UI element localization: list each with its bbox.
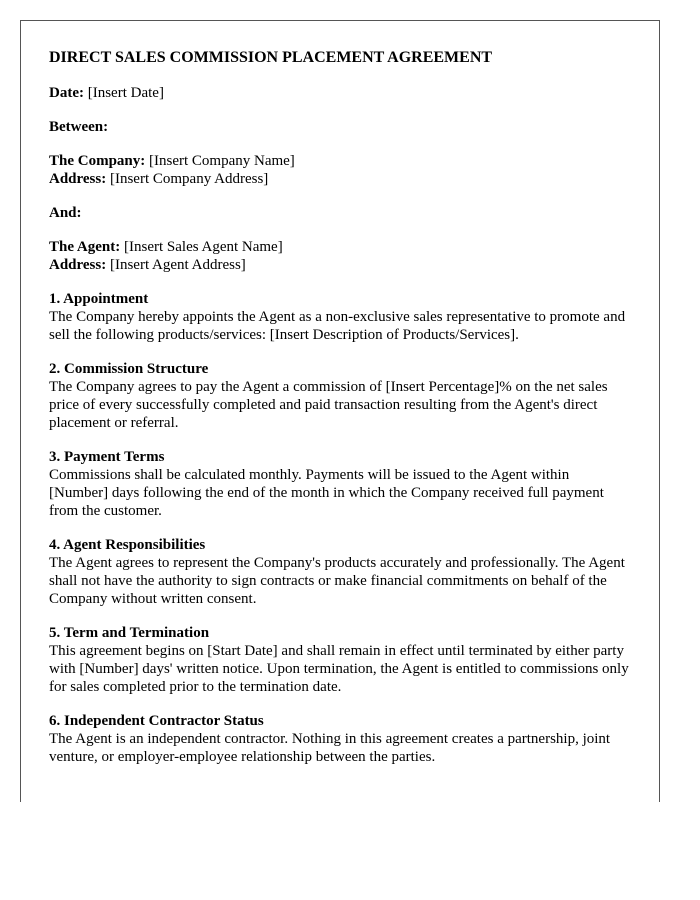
section-payment-terms [49, 448, 631, 520]
section-body: The Agent is an independent contractor. Nothing in this agreement creates a partnership, joint venture, or employer-employee relationship between the parties. [49, 731, 611, 765]
agent-name-label: The Agent: [49, 239, 121, 255]
date-value: [Insert Date] [87, 85, 164, 101]
between-label: Between: [49, 119, 109, 135]
section-heading: 2. Commission Structure [49, 361, 209, 377]
company-name-line [49, 152, 631, 170]
date-label: Date: [49, 85, 84, 101]
section-body: This agreement begins on [Start Date] and shall remain in effect until terminated by either party with [Number] days' written notice. Upon termination, the Agent is entitled to commissions only for sales completed prior to the termination date. [49, 643, 629, 695]
date-line [49, 84, 631, 102]
agent-block [49, 238, 631, 274]
document-title: DIRECT SALES COMMISSION PLACEMENT AGREEMENT [49, 49, 493, 66]
and-label: And: [49, 205, 82, 221]
section-body: The Agent agrees to represent the Company's products accurately and professionally. The Agent shall not have the authority to sign contracts or make financial commitments on behalf of the Company without written consent. [49, 555, 625, 607]
company-name-label: The Company: [49, 153, 146, 169]
company-block [49, 152, 631, 188]
section-body: The Company agrees to pay the Agent a commission of [Insert Percentage]% on the net sales price of every successfully completed and paid transaction resulting from the Agent's direct placement or referral. [49, 379, 608, 431]
company-address-line [49, 170, 631, 188]
section-heading: 4. Agent Responsibilities [49, 537, 206, 553]
agent-name-line [49, 238, 631, 256]
section-agent-responsibilities [49, 536, 631, 608]
company-address-label: Address: [49, 171, 107, 187]
company-name-value: [Insert Company Name] [149, 153, 295, 169]
section-independent-contractor [49, 712, 631, 766]
agent-address-value: [Insert Agent Address] [109, 257, 246, 273]
agent-address-line [49, 256, 631, 274]
company-address-value: [Insert Company Address] [109, 171, 269, 187]
agreement-document [20, 20, 660, 802]
agent-name-value: [Insert Sales Agent Name] [124, 239, 283, 255]
section-heading: 1. Appointment [49, 291, 149, 307]
section-heading: 5. Term and Termination [49, 625, 210, 641]
agent-address-label: Address: [49, 257, 107, 273]
section-term-termination [49, 624, 631, 696]
section-body: Commissions shall be calculated monthly. Payments will be issued to the Agent within [Number] days following the end of the month in which the Company received full payment from the customer. [49, 467, 604, 519]
section-heading: 3. Payment Terms [49, 449, 165, 465]
section-commission-structure [49, 360, 631, 432]
section-heading: 6. Independent Contractor Status [49, 713, 264, 729]
section-body: The Company hereby appoints the Agent as a non-exclusive sales representative to promote and sell the following products/services: [Insert Description of Products/Services]. [49, 309, 626, 343]
section-appointment [49, 290, 631, 344]
